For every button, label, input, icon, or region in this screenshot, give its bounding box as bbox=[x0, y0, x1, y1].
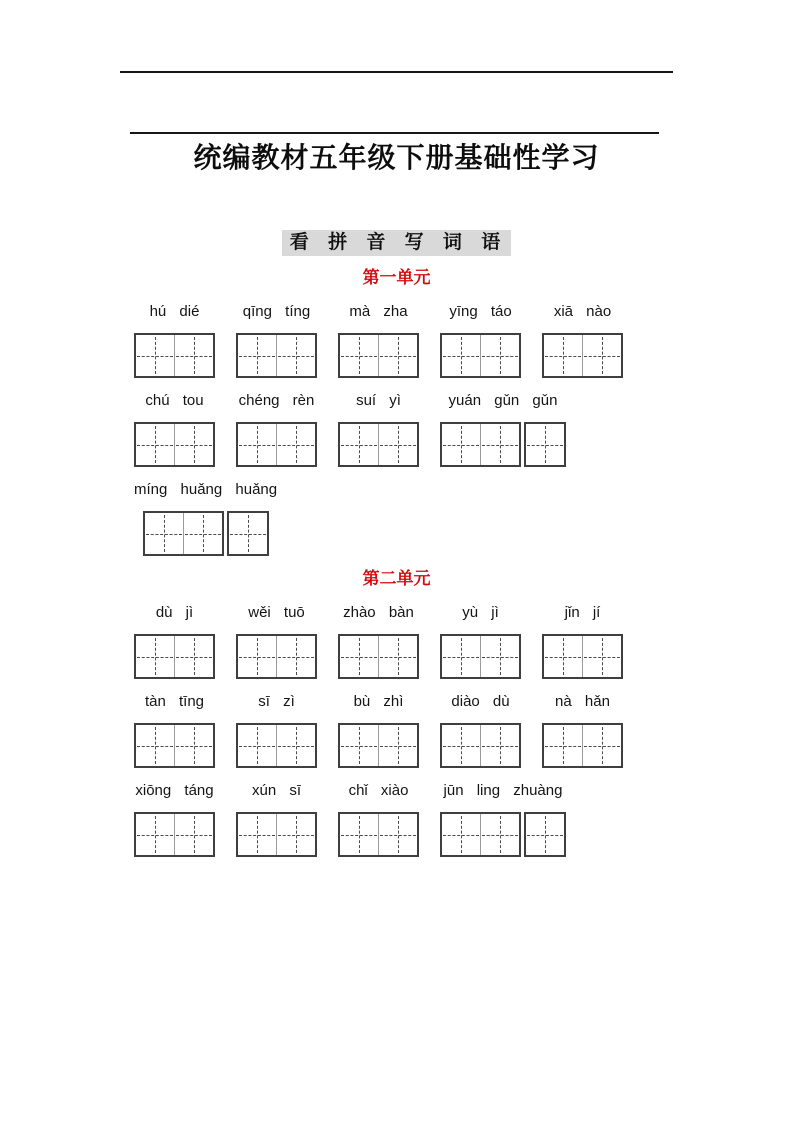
writing-grid[interactable] bbox=[134, 634, 215, 679]
grid-cell[interactable] bbox=[442, 814, 480, 855]
word-block bbox=[440, 692, 521, 768]
pinyin-label: chǐ xiào bbox=[348, 782, 409, 799]
writing-grid[interactable] bbox=[440, 723, 521, 768]
grid-cell[interactable] bbox=[276, 725, 315, 766]
writing-grid[interactable] bbox=[542, 333, 623, 378]
grid-group bbox=[236, 422, 317, 467]
word-block bbox=[440, 781, 566, 857]
writing-grid[interactable] bbox=[134, 723, 215, 768]
word-row bbox=[134, 391, 793, 467]
grid-group bbox=[143, 511, 269, 556]
word-block bbox=[134, 781, 215, 857]
word-block bbox=[236, 302, 317, 378]
word-row bbox=[134, 603, 793, 679]
word-row bbox=[134, 781, 793, 857]
grid-cell[interactable] bbox=[582, 335, 621, 376]
writing-grid[interactable] bbox=[338, 422, 419, 467]
grid-cell[interactable] bbox=[378, 725, 417, 766]
writing-grid[interactable] bbox=[440, 422, 521, 467]
grid-cell[interactable] bbox=[145, 513, 183, 554]
writing-grid[interactable] bbox=[236, 422, 317, 467]
word-block bbox=[440, 302, 521, 378]
grid-cell[interactable] bbox=[526, 424, 564, 465]
grid-cell[interactable] bbox=[238, 424, 276, 465]
grid-cell[interactable] bbox=[442, 424, 480, 465]
word-block bbox=[134, 603, 215, 679]
grid-cell[interactable] bbox=[136, 814, 174, 855]
word-block bbox=[338, 603, 419, 679]
grid-group bbox=[338, 723, 419, 768]
pinyin-label: chú tou bbox=[145, 392, 204, 409]
grid-cell[interactable] bbox=[378, 424, 417, 465]
writing-grid[interactable] bbox=[338, 812, 419, 857]
writing-grid[interactable] bbox=[236, 634, 317, 679]
grid-cell[interactable] bbox=[582, 725, 621, 766]
grid-cell[interactable] bbox=[340, 725, 378, 766]
grid-cell[interactable] bbox=[544, 335, 582, 376]
pinyin-label: bù zhì bbox=[353, 693, 404, 710]
word-block bbox=[236, 692, 317, 768]
grid-cell[interactable] bbox=[526, 814, 564, 855]
grid-group bbox=[236, 812, 317, 857]
grid-group bbox=[134, 723, 215, 768]
page-title: 统编教材五年级下册基础性学习 bbox=[193, 142, 600, 173]
pinyin-label: zhào bàn bbox=[343, 604, 414, 621]
writing-grid[interactable] bbox=[236, 333, 317, 378]
pinyin-label: sī zì bbox=[258, 693, 295, 710]
grid-cell[interactable] bbox=[183, 513, 222, 554]
grid-cell[interactable] bbox=[378, 814, 417, 855]
grid-cell[interactable] bbox=[276, 636, 315, 677]
grid-cell[interactable] bbox=[480, 636, 519, 677]
pinyin-label: chéng rèn bbox=[238, 392, 315, 409]
grid-cell[interactable] bbox=[480, 335, 519, 376]
top-rule bbox=[120, 71, 673, 73]
pinyin-label: nà hǎn bbox=[555, 693, 610, 710]
grid-cell[interactable] bbox=[238, 335, 276, 376]
grid-cell[interactable] bbox=[340, 335, 378, 376]
grid-cell[interactable] bbox=[238, 725, 276, 766]
grid-group bbox=[134, 333, 215, 378]
grid-group bbox=[338, 422, 419, 467]
subtitle-badge: 看 拼 音 写 词 语 bbox=[282, 230, 511, 256]
pinyin-label: jǐn jí bbox=[564, 604, 601, 621]
writing-grid[interactable] bbox=[338, 723, 419, 768]
grid-group bbox=[440, 812, 566, 857]
word-row bbox=[134, 480, 793, 556]
pinyin-label: jūn ling zhuàng bbox=[443, 782, 563, 799]
grid-cell[interactable] bbox=[442, 636, 480, 677]
header-rule bbox=[130, 132, 659, 134]
pinyin-label: diào dù bbox=[451, 693, 510, 710]
pinyin-label: xún sī bbox=[251, 782, 302, 799]
grid-group bbox=[134, 634, 215, 679]
grid-cell[interactable] bbox=[340, 814, 378, 855]
pinyin-label: yù jì bbox=[462, 604, 499, 621]
grid-cell[interactable] bbox=[480, 725, 519, 766]
sections bbox=[0, 268, 793, 857]
grid-group bbox=[542, 723, 623, 768]
word-block bbox=[236, 391, 317, 467]
word-rows bbox=[0, 603, 793, 857]
word-block bbox=[542, 302, 623, 378]
grid-cell[interactable] bbox=[544, 636, 582, 677]
pinyin-label: xiōng táng bbox=[135, 782, 214, 799]
grid-group bbox=[440, 723, 521, 768]
grid-cell[interactable] bbox=[174, 335, 213, 376]
grid-cell[interactable] bbox=[276, 335, 315, 376]
word-block bbox=[338, 302, 419, 378]
grid-cell[interactable] bbox=[276, 814, 315, 855]
pinyin-label: xiā nào bbox=[553, 303, 612, 320]
word-block bbox=[338, 692, 419, 768]
grid-cell[interactable] bbox=[174, 725, 213, 766]
word-block bbox=[338, 391, 419, 467]
grid-group bbox=[440, 333, 521, 378]
grid-cell[interactable] bbox=[238, 814, 276, 855]
grid-cell[interactable] bbox=[544, 725, 582, 766]
grid-cell[interactable] bbox=[340, 636, 378, 677]
grid-cell[interactable] bbox=[582, 636, 621, 677]
grid-cell[interactable] bbox=[378, 335, 417, 376]
grid-cell[interactable] bbox=[174, 814, 213, 855]
writing-grid[interactable] bbox=[236, 812, 317, 857]
word-block bbox=[542, 603, 623, 679]
grid-group bbox=[236, 333, 317, 378]
writing-grid[interactable] bbox=[338, 333, 419, 378]
word-row bbox=[134, 692, 793, 768]
grid-cell[interactable] bbox=[136, 424, 174, 465]
grid-cell[interactable] bbox=[174, 636, 213, 677]
grid-cell[interactable] bbox=[442, 725, 480, 766]
grid-group bbox=[542, 333, 623, 378]
grid-cell[interactable] bbox=[136, 335, 174, 376]
pinyin-label: wěi tuō bbox=[248, 604, 305, 621]
grid-cell[interactable] bbox=[174, 424, 213, 465]
grid-cell[interactable] bbox=[136, 725, 174, 766]
word-block bbox=[134, 692, 215, 768]
word-block bbox=[440, 603, 521, 679]
pinyin-label: dù jì bbox=[155, 604, 194, 621]
grid-cell[interactable] bbox=[238, 636, 276, 677]
subtitle-line bbox=[0, 230, 793, 256]
pinyin-label: yuán gǔn gǔn bbox=[448, 392, 558, 409]
writing-grid[interactable] bbox=[338, 634, 419, 679]
grid-cell[interactable] bbox=[276, 424, 315, 465]
writing-grid[interactable] bbox=[542, 634, 623, 679]
grid-group bbox=[134, 422, 215, 467]
writing-grid[interactable] bbox=[236, 723, 317, 768]
section-heading: 第二单元 bbox=[362, 569, 431, 588]
grid-group bbox=[338, 333, 419, 378]
word-block bbox=[134, 391, 215, 467]
pinyin-label: qīng tíng bbox=[242, 303, 311, 320]
writing-grid[interactable] bbox=[134, 812, 215, 857]
writing-grid[interactable] bbox=[134, 422, 215, 467]
grid-cell[interactable] bbox=[480, 814, 519, 855]
word-block bbox=[134, 480, 277, 556]
word-block bbox=[236, 781, 317, 857]
writing-grid[interactable] bbox=[524, 812, 566, 857]
writing-grid[interactable] bbox=[524, 422, 566, 467]
writing-grid[interactable] bbox=[440, 812, 521, 857]
pinyin-label: yīng táo bbox=[449, 303, 512, 320]
writing-grid[interactable] bbox=[440, 634, 521, 679]
word-block bbox=[542, 692, 623, 768]
word-block bbox=[440, 391, 566, 467]
grid-group bbox=[338, 634, 419, 679]
grid-group bbox=[440, 422, 566, 467]
grid-group bbox=[338, 812, 419, 857]
pinyin-label: suí yì bbox=[356, 392, 401, 409]
worksheet-section-2 bbox=[0, 569, 793, 857]
writing-grid[interactable] bbox=[134, 333, 215, 378]
writing-grid[interactable] bbox=[542, 723, 623, 768]
grid-cell[interactable] bbox=[442, 335, 480, 376]
grid-cell[interactable] bbox=[229, 513, 267, 554]
pinyin-label: tàn tīng bbox=[144, 693, 205, 710]
grid-group bbox=[236, 723, 317, 768]
word-block bbox=[134, 302, 215, 378]
pinyin-label: míng huǎng huǎng bbox=[134, 481, 278, 498]
grid-group bbox=[236, 634, 317, 679]
grid-cell[interactable] bbox=[136, 636, 174, 677]
grid-cell[interactable] bbox=[378, 636, 417, 677]
grid-cell[interactable] bbox=[480, 424, 519, 465]
pinyin-label: hú dié bbox=[149, 303, 200, 320]
grid-cell[interactable] bbox=[340, 424, 378, 465]
pinyin-label: mà zha bbox=[349, 303, 408, 320]
writing-grid[interactable] bbox=[143, 511, 224, 556]
section-heading: 第一单元 bbox=[362, 268, 431, 287]
grid-group bbox=[542, 634, 623, 679]
grid-group bbox=[134, 812, 215, 857]
writing-grid[interactable] bbox=[227, 511, 269, 556]
word-rows bbox=[0, 302, 793, 556]
writing-grid[interactable] bbox=[440, 333, 521, 378]
word-row bbox=[134, 302, 793, 378]
worksheet-section-1 bbox=[0, 268, 793, 556]
grid-group bbox=[440, 634, 521, 679]
word-block bbox=[236, 603, 317, 679]
word-block bbox=[338, 781, 419, 857]
